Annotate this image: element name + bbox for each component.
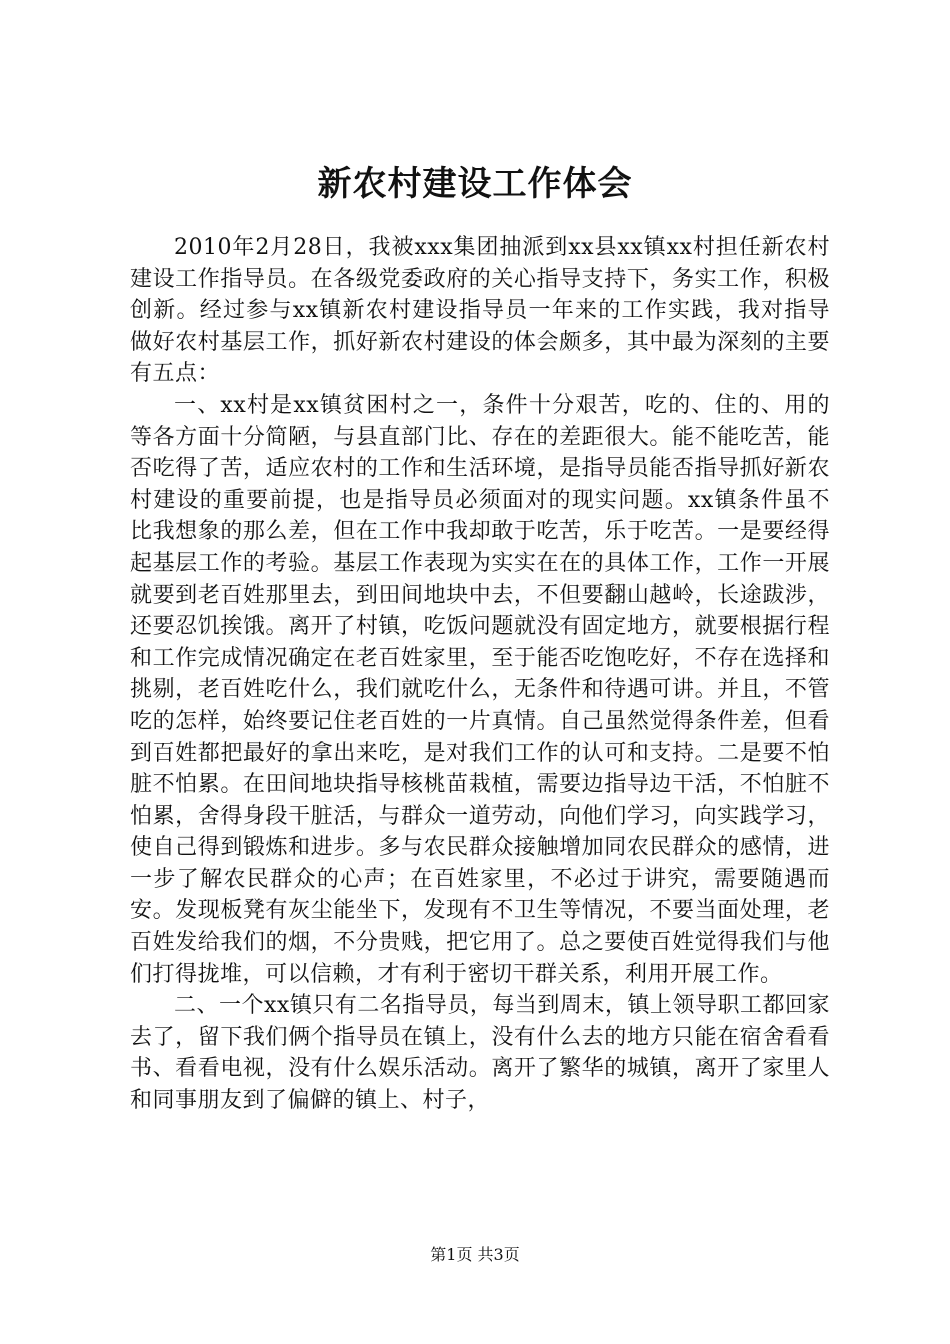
paragraph-point-two: 二、一个xx镇只有二名指导员，每当到周末，镇上领导职工都回家去了，留下我们俩个指导员在镇上，没有什么去的地方只能在宿舍看看书、看看电视，没有什么娱乐活动。离开了繁华的城镇，离开了家里人和同事朋友到了偏僻的镇上、村子， [130, 993, 830, 1114]
page-number-footer: 第1页 共3页 [430, 1245, 520, 1264]
document-title: 新农村建设工作体会 [317, 164, 633, 204]
paragraph-point-one: 一、xx村是xx镇贫困村之一，条件十分艰苦，吃的、住的、用的等各方面十分简陋，与县直部门比、存在的差距很大。能不能吃苦，能否吃得了苦，适应农村的工作和生活环境，是指导员能否指导抓好新农村建设的重要前提，也是指导员必须面对的现实问题。xx镇条件虽不比我想象的那么差，但在工作中我却敢于吃苦，乐于吃苦。一是要经得起基层工作的考验。基层工作表现为实实在在的具体工作，工作一开展就要到老百姓那里去，到田间地块中去，不但要翻山越岭，长途跋涉，还要忍饥挨饿。离开了村镇，吃饭问题就没有固定地方，就要根据行程和工作完成情况确定在老百姓家里，至于能否吃饱吃好，不存在选择和挑剔，老百姓吃什么，我们就吃什么，无条件和待遇可讲。并且，不管吃的怎样，始终要记住老百姓的一片真情。自己虽然觉得条件差，但看到百姓都把最好的拿出来吃，是对我们工作的认可和支持。二是要不怕脏不怕累。在田间地块指导核桃苗栽植，需要边指导边干活，不怕脏不怕累，舍得身段干脏活，与群众一道劳动，向他们学习，向实践学习，使自己得到锻炼和进步。多与农民群众接触增加同农民群众的感情，进一步了解农民群众的心声；在百姓家里，不必过于讲究，需要随遇而安。发现板凳有灰尘能坐下，发现有不卫生等情况，不要当面处理，老百姓发给我们的烟，不分贵贱，把它用了。总之要使百姓觉得我们与他们打得拢堆，可以信赖，才有利于密切干群关系，利用开展工作。 [130, 392, 830, 987]
paragraph-intro: 2010年2月28日，我被xxx集团抽派到xx县xx镇xx村担任新农村建设工作指导员。在各级党委政府的关心指导支持下，务实工作，积极创新。经过参与xx镇新农村建设指导员一年来的工作实践，我对指导做好农村基层工作，抓好新农村建设的体会颇多，其中最为深刻的主要有五点： [130, 235, 830, 387]
document-body [130, 232, 830, 1117]
